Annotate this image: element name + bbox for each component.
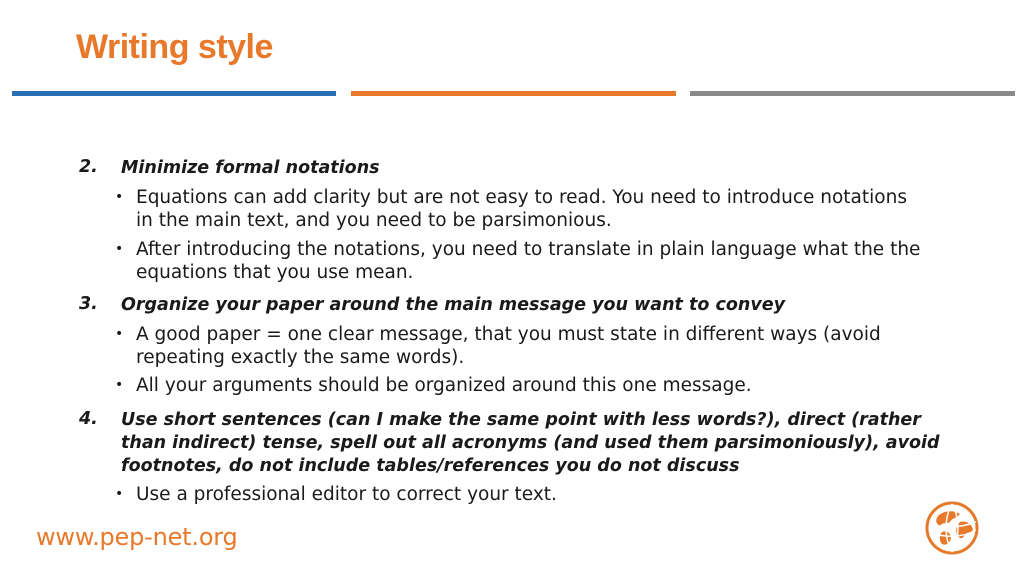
bullet-icon: •: [115, 189, 124, 205]
bullet-icon: •: [115, 377, 124, 393]
item-number: 2.: [79, 157, 98, 177]
slide-title: Writing style: [76, 28, 273, 66]
bullet-text: Equations can add clarity but are not easy to read. You need to introduce notations in the main text, and you need to be parsimonious.: [136, 187, 907, 231]
bullet-text: A good paper = one clear message, that you must state in different ways (avoid repeating exactly the same words).: [136, 324, 881, 368]
bullet-text: Use a professional editor to correct your text.: [136, 484, 557, 505]
item-heading: Use short sentences (can I make the same point with less words?), direct (rather than indirect) tense, spell out all acronyms (and used them parsimoniously), avoid footnotes, do not include tables/references you do not discuss: [121, 410, 940, 476]
bullet-icon: •: [115, 326, 124, 342]
item-heading: Minimize formal notations: [121, 158, 380, 178]
bullet-text: All your arguments should be organized around this one message.: [136, 375, 752, 396]
item-number: 4.: [79, 409, 98, 429]
bullet-text: After introducing the notations, you need to translate in plain language what the the equations that you use mean.: [136, 239, 921, 283]
item-number: 3.: [79, 294, 98, 314]
bullet-icon: •: [115, 241, 124, 257]
globe-icon: [924, 500, 980, 556]
item-heading: Organize your paper around the main message you want to convey: [121, 295, 786, 315]
header-rule-gray: [690, 91, 1015, 96]
header-rule-orange: [351, 91, 676, 96]
header-rule-blue: [12, 91, 336, 96]
bullet-icon: •: [115, 486, 124, 502]
footer-url[interactable]: www.pep-net.org: [36, 523, 238, 551]
